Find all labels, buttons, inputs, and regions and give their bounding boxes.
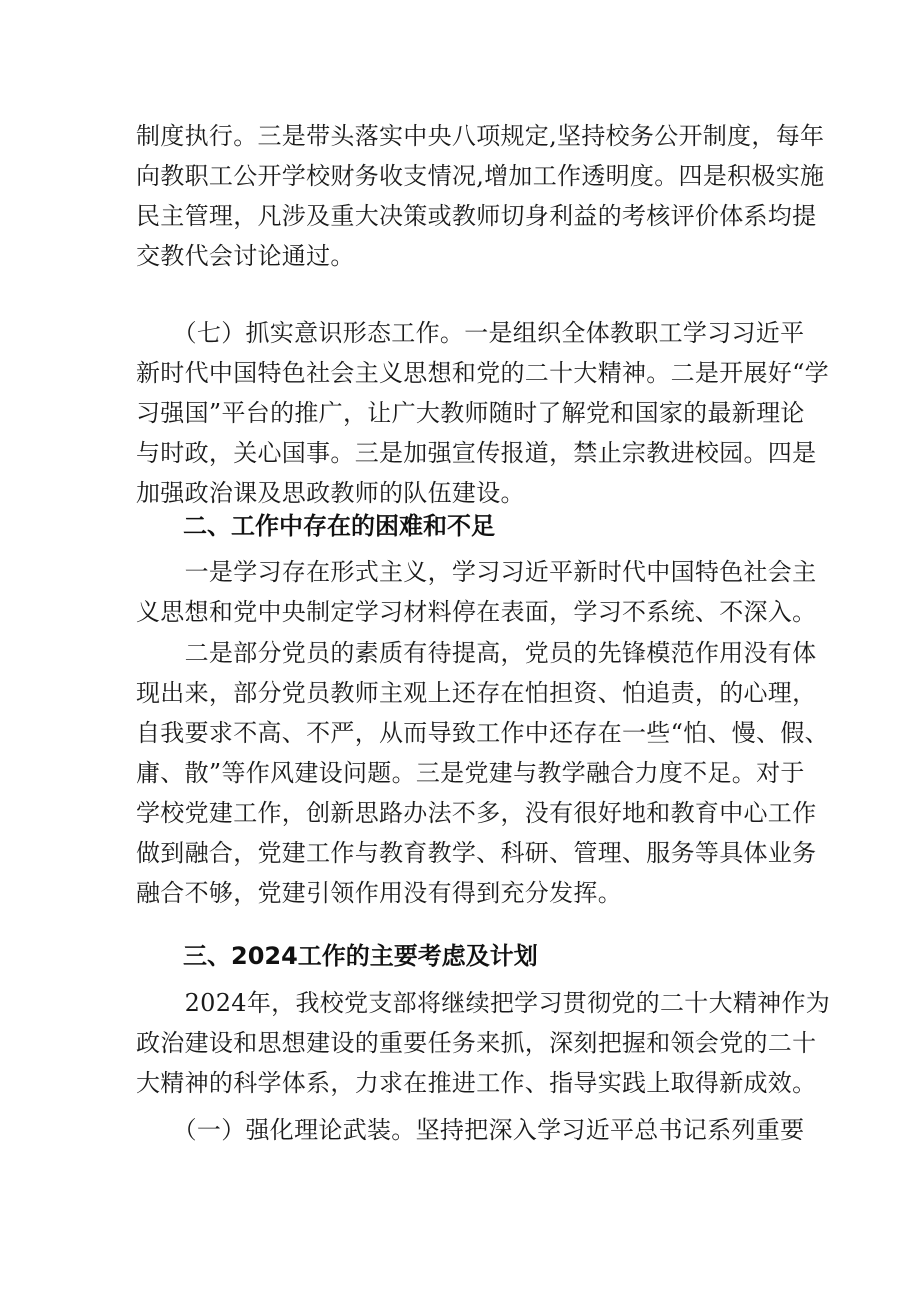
- text-line: 习强国”平台的推广，让广大教师随时了解党和国家的最新理论: [136, 399, 805, 427]
- text-line: 一是学习存在形式主义，学习习近平新时代中国特色社会主: [136, 558, 817, 586]
- text-line: 学校党建工作，创新思路办法不多，没有很好地和教育中心工作: [136, 799, 817, 827]
- text-line: 二是部分党员的素质有待提高，党员的先锋模范作用没有体: [136, 639, 817, 667]
- text-line: 与时政，关心国事。三是加强宣传报道，禁止宗教进校园。四是: [136, 439, 817, 467]
- paragraph-theory-armament: [136, 1110, 805, 1150]
- text-line: 新时代中国特色社会主义思想和党的二十大精神。二是开展好“学: [136, 359, 829, 387]
- text-line: 向教职工公开学校财务收支情况,增加工作透明度。四是积极实施: [136, 162, 825, 190]
- paragraph-member-quality: [136, 633, 829, 913]
- text-line: 政治建设和思想建设的重要任务来抓，深刻把握和领会党的二十: [136, 1029, 817, 1057]
- paragraph-ideology-work: [136, 313, 829, 513]
- text-line: 加强政治课及思政教师的队伍建设。: [136, 479, 525, 507]
- text-line: （一）强化理论武装。坚持把深入学习近平总书记系列重要: [136, 1116, 805, 1144]
- paragraph-formalism: [136, 552, 817, 632]
- text-line: 做到融合，党建工作与教育教学、科研、管理、服务等具体业务: [136, 839, 817, 867]
- paragraph-institution-execution: [136, 116, 825, 276]
- section-heading-plan-2024: 三、2024工作的主要考虑及计划: [183, 942, 538, 970]
- text-line: 2024年，我校党支部将继续把学习贯彻党的二十大精神作为: [136, 989, 831, 1017]
- section-heading-difficulties: 二、工作中存在的困难和不足: [183, 512, 495, 540]
- text-line: 大精神的科学体系，力求在推进工作、指导实践上取得新成效。: [136, 1069, 817, 1097]
- text-line: 民主管理，凡涉及重大决策或教师切身利益的考核评价体系均提: [136, 202, 817, 230]
- text-line: 融合不够，党建引领作用没有得到充分发挥。: [136, 879, 622, 907]
- text-line: 交教代会讨论通过。: [136, 242, 355, 270]
- text-line: 现出来，部分党员教师主观上还存在怕担资、怕追责，的心理，: [136, 679, 817, 707]
- text-line: （七）抓实意识形态工作。一是组织全体教职工学习习近平: [136, 319, 805, 347]
- text-line: 义思想和党中央制定学习材料停在表面，学习不系统、不深入。: [136, 598, 817, 626]
- text-line: 庸、散”等作风建设问题。三是党建与教学融合力度不足。对于: [136, 759, 805, 787]
- text-line: 自我要求不高、不严，从而导致工作中还存在一些“怕、慢、假、: [136, 719, 829, 747]
- text-line: 制度执行。三是带头落实中央八项规定,坚持校务公开制度，每年: [136, 122, 825, 150]
- paragraph-plan-intro: [136, 983, 831, 1103]
